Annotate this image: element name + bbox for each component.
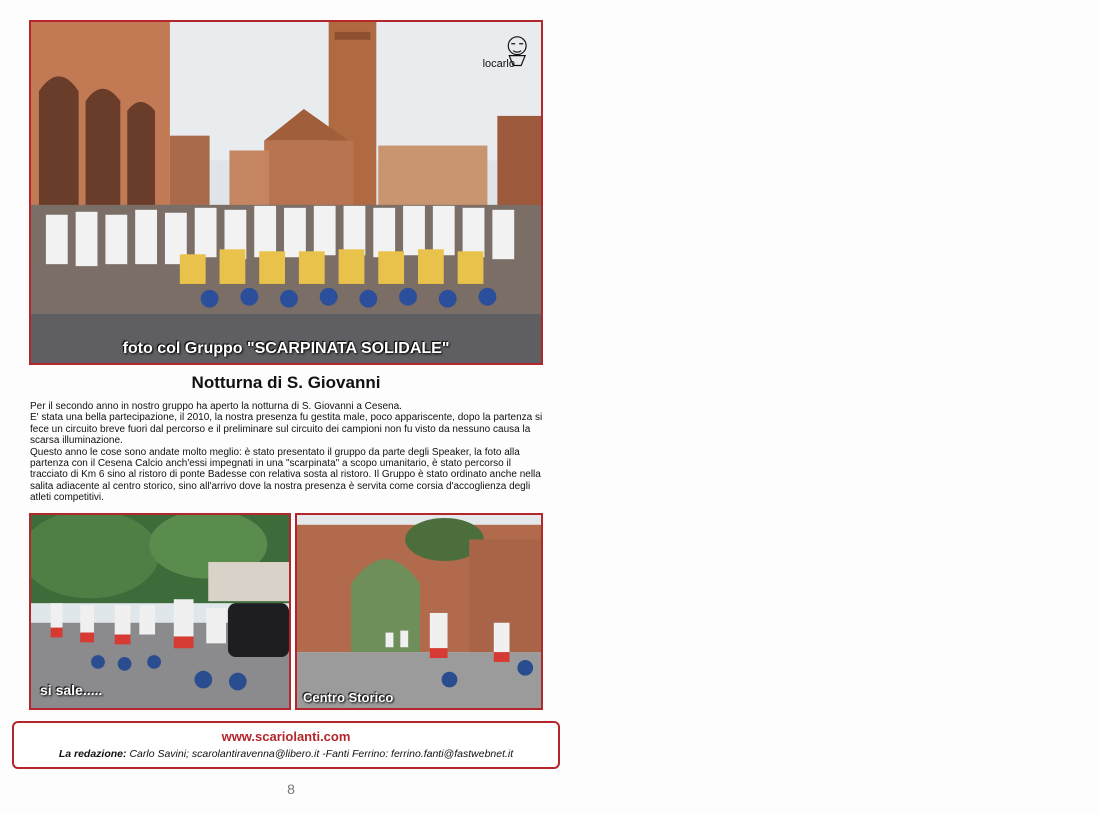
photo-credit: locarlo [482, 58, 515, 70]
left-photo [29, 513, 291, 710]
article-paragraph: Per il secondo anno in nostro gruppo ha aperto la notturna di S. Giovanni a Cesena. [30, 401, 402, 412]
main-photo-caption: foto col Gruppo "SCARPINATA SOLIDALE" [122, 340, 450, 357]
main-photo-image [31, 22, 541, 363]
main-photo [29, 20, 543, 365]
footer-credits [14, 748, 558, 760]
footer-url-link[interactable]: www.scariolanti.com [221, 729, 351, 744]
right-photo-caption: Centro Storico [303, 690, 394, 705]
right-photo-image [297, 515, 541, 708]
article-body [30, 401, 546, 504]
footer-box [12, 721, 560, 769]
left-photo-caption: si sale..... [40, 682, 103, 698]
right-photo [295, 513, 543, 710]
page-number: 8 [287, 781, 295, 797]
article-title: Notturna di S. Giovanni [191, 373, 381, 392]
footer-credits-text: Carlo Savini; scarolantiravenna@libero.it -Fanti Ferrino: ferrino.fanti@fastwebnet.it [129, 748, 514, 760]
article-paragraph: Questo anno le cose sono andate molto meglio: è stato presentato il gruppo da parte degli Speaker, la foto alla partenza con il Cesena Calcio anch'essi impegnati in una "scarpinata" a scopo umanitario, è stato percorso il tracciato di Km 6 sino al ristoro di ponte Badesse con relativa sosta al ristoro. Il Gruppo è stato ordinato anche nella salita adiacente al centro storico, sino all'arrivo dove la nostra presenza è servita come corsia d'accoglienza degli atleti competitivi. [30, 446, 541, 504]
footer-label: La redazione: [58, 748, 127, 760]
left-photo-image [31, 515, 289, 708]
article-paragraph: E' stata una bella partecipazione, il 2010, la nostra presenza fu gestita male, poco appariscente, dopo la partenza si fece un circuito breve fuori dal percorso e il preliminare sul circuito dei campioni non fu visto da nessuno causa la scarsa illuminazione. [30, 412, 543, 447]
